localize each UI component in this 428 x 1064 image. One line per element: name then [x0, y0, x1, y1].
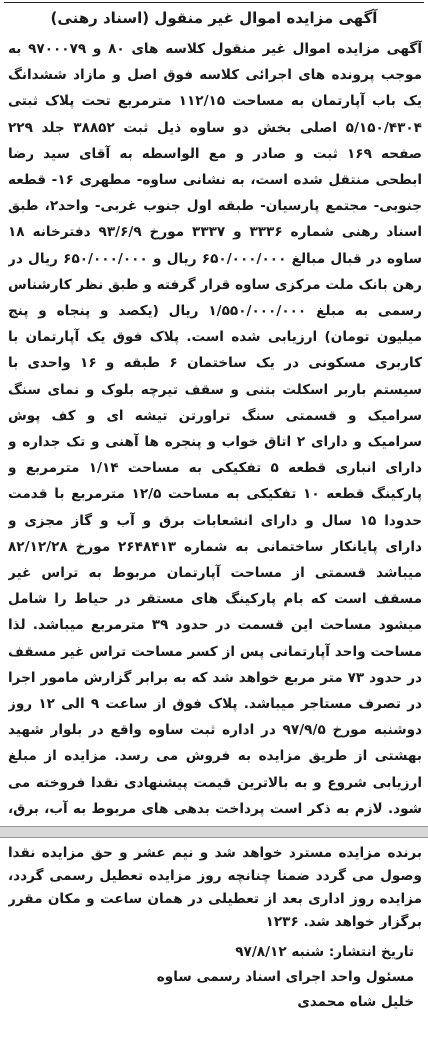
- notice-footer: [8, 940, 414, 1015]
- section-divider: [0, 826, 428, 838]
- publish-date: تاریخ انتشار: شنبه ۹۷/۸/۱۲: [235, 944, 414, 960]
- notice-title: آگهی مزایده اموال غیر منقول (اسناد رهنی): [50, 9, 378, 27]
- notice-body: آگهی مزایده اموال غیر منقول کلاسه های ۸۰ و ۹۷۰۰۰۷۹ به موجب پرونده های اجرائی کلاسه فوق اصل و مازاد ششدانگ یک باب آپارتمان به مساحت ۱۱۲/۱۵ مترمربع تحت پلاک ثبتی ۵/۱۵۰/۴۳۰۴ اصلی بخش دو ساوه ذیل ثبت ۳۸۸۵۲ جلد ۲۲۹ صفحه ۱۶۹ ثبت و صادر و مع الواسطه به آقای سید رضا ابطحی منتقل شده است، به نشانی ساوه- مطهری ۱۶- قطعه جنوبی- مجتمع پارسیان- طبقه اول جنوب غربی- واحد۲، طبق اسناد رهنی شماره ۳۳۳۶ و ۳۳۳۷ مورخ ۹۳/۶/۹ دفترخانه ۱۸ ساوه در قبال مبالغ ۶۵۰/۰۰۰/۰۰۰ ریال و ۶۵۰/۰۰۰/۰۰۰ ریال در رهن بانک ملت مرکزی ساوه قرار گرفته و طبق نظر کارشناس رسمی به مبلغ ۱/۵۵۰/۰۰۰/۰۰۰ ریال (یکصد و پنجاه و پنج میلیون تومان) ارزیابی شده است. پلاک فوق یک آپارتمان با کاربری مسکونی در یک ساختمان ۶ طبقه و ۱۶ واحدی با سیستم باربر اسکلت بتنی و سقف تیرچه بلوک و نمای سنگ سرامیک و قسمتی سنگ تراورتن تیشه ای و کف پوش سرامیک و دارای ۲ اتاق خواب و پنجره ها آهنی و تک جداره و دارای انباری قطعه ۵ تفکیکی به مساحت ۱/۱۴ مترمربع و پارکینگ قطعه ۱۰ تفکیکی به مساحت ۱۲/۵ مترمربع با قدمت حدودا ۱۵ سال و دارای انشعابات برق و آب و گاز مجزی و دارای پایانکار ساختمانی به شماره ۲۶۴۸۴۱۳ مورخ ۸۲/۱۲/۲۸ میباشد قسمتی از مساحت آپارتمان مربوط به تراس غیر مسقف است که بام پارکینگ های مستقر در حیاط را شامل میشود مساحت این قسمت در حدود ۳۹ مترمربع میباشد. لذا مساحت واحد آپارتمانی پس از کسر مساحت تراس غیر مسقف در حدود ۷۳ متر مربع خواهد شد که به برابر گزارش مامور اجرا در تصرف مستاجر میباشد. پلاک فوق از ساعت ۹ الی ۱۲ روز دوشنبه مورخ ۹۷/۹/۵ در اداره ثبت ساوه واقع در بلوار شهید بهشتی از طریق مزایده به فروش می رسد. مزایده از مبلغ ارزیابی شروع و به بالاترین قیمت پیشنهادی نقدا فروخته می شود. لازم به ذکر است پرداخت بدهی های مربوط به آب، برق،: [8, 41, 422, 817]
- notice-body-continued: برنده مزایده مسترد خواهد شد و نیم عشر و حق مزایده نقدا وصول می گردد ضمنا چنانچه روز مزایده تعطیل رسمی گردد، مزایده روز اداری بعد از تعطیلی در همان ساعت و مکان مقرر برگزار خواهد شد. ۱۲۳۶: [8, 845, 422, 930]
- signature-name: خلیل شاه محمدی: [297, 994, 414, 1010]
- signature-office: مسئول واحد اجرای اسناد رسمی ساوه: [156, 969, 414, 985]
- top-rule: [4, 2, 424, 3]
